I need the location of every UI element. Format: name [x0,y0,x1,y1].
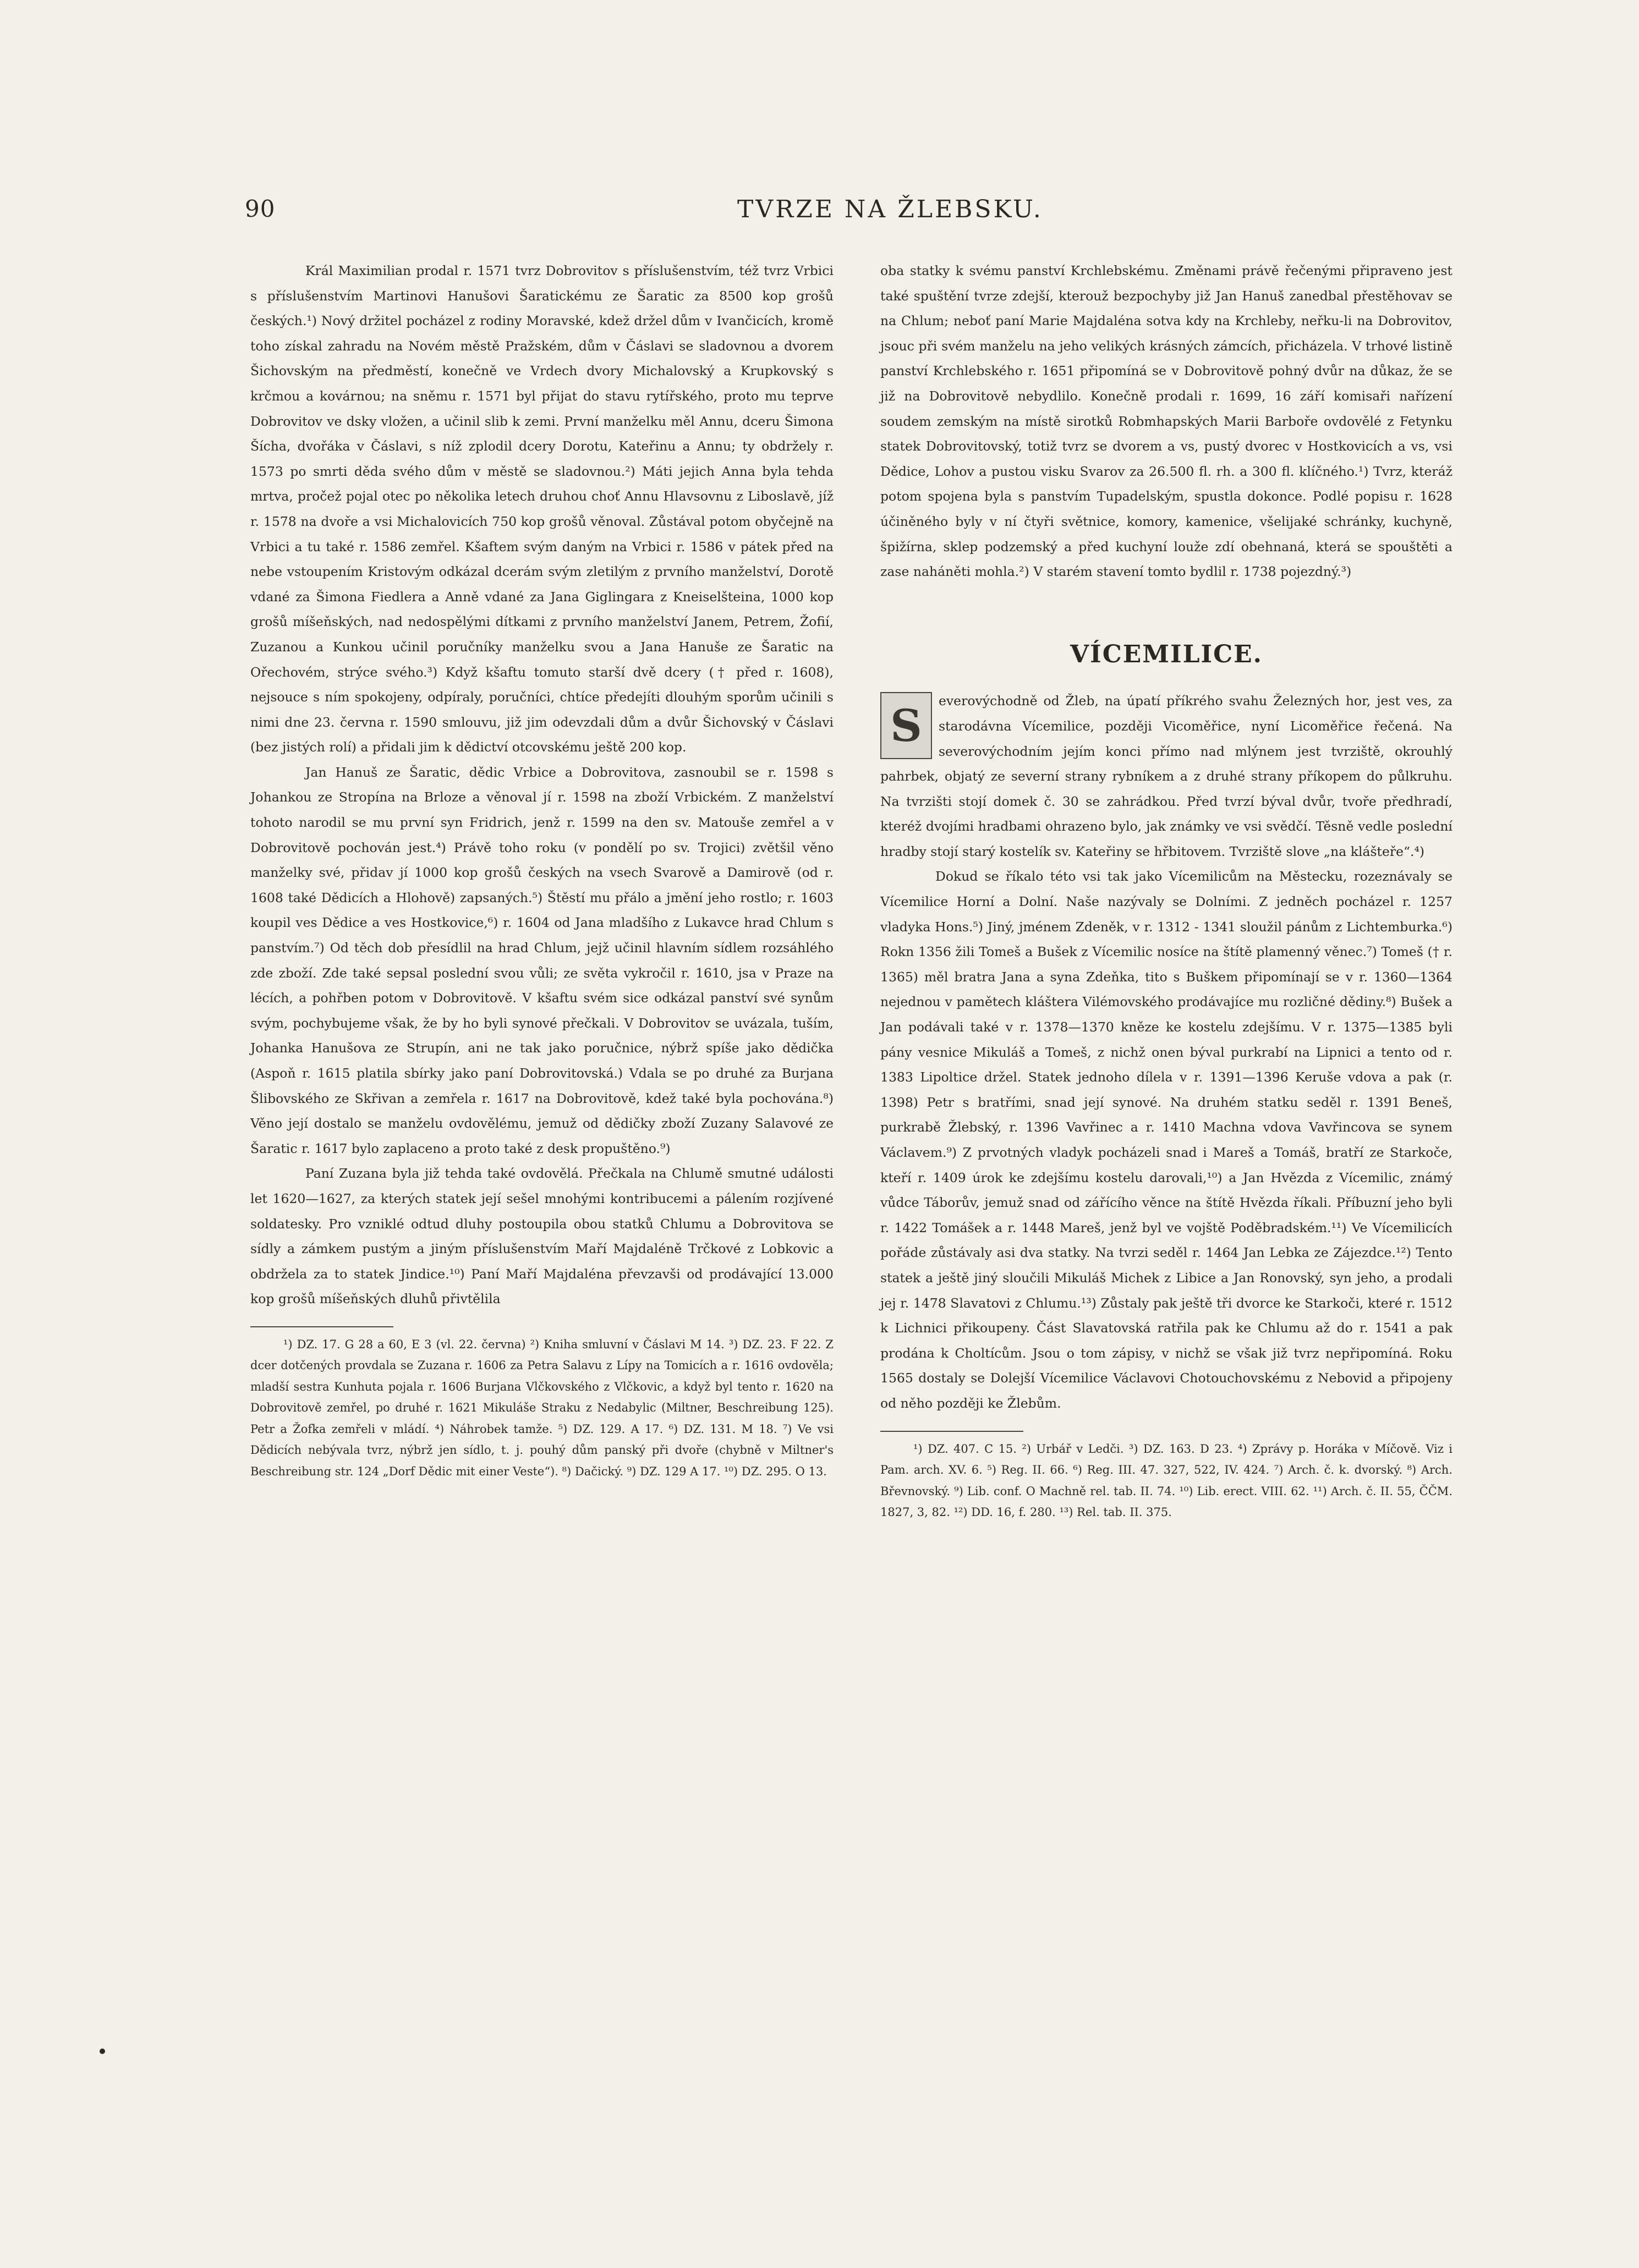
paragraph: oba statky k svému panství Krchlebskému. Změnami právě řečenými připraveno jest také spuštění tvrze zdejší, kterouž bezpochyby již Jan Hanuš zanedbal přestěhovav se na Chlum; neboť paní Marie Majdaléna sotva kdy na Krchleby, neřku-li na Dobrovitov, jsouc při svém manželu na jeho velikých krásných zámcích, přicházela. V trhové listině panství Krchlebského r. 1651 připomíná se v Dobrovitově pohný dvůr na důkaz, že se již na Dobrovitově nebydlilo. Konečně prodali r. 1699, 16 září komisaři nařízení soudem zemským na místě sirotků Robmhapských Marii Barboře ovdovělé z Fetynku statek Dobrovitovský, totiž tvrz se dvorem a vs, pustý dvorec v Hostkovicích a vs, vsi Dědice, Lohov a pustou visku Svarov za 26.500 fl. rh. a 300 fl. klíčného.¹) Tvrz, kteráž potom spojena byla s panstvím Tupadelským, spustla dokonce. Podlé popisu r. 1628 účiněného byly v ní čtyři světnice, komory, kamenice, všelijaké schránky, kuchyně, špižírna, sklep podzemský a před kuchyní louže zdí obehnaná, která se spouštěti a zase naháněti mohla.²) V starém stavení tomto bydlil r. 1738 pojezdný.³) [880,263,1452,580]
paragraph: Dokud se říkalo této vsi tak jako Vícemilicům na Městecku, rozeznávaly se Vícemilice Horní a Dolní. Naše nazývaly se Dolními. Z jedněch pocházel r. 1257 vladyka Hons.⁵) Jiný, jménem Zdeněk, v r. 1312 - 1341 sloužil pánům z Lichtemburka.⁶) Rokn 1356 žili Tomeš a Bušek z Vícemilic nosíce na štítě plamenný věnec.⁷) Tomeš († r. 1365) měl bratra Jana a syna Zdeňka, tito s Buškem připomínají se v r. 1360—1364 nejednou v pamětech kláštera Vilémovského prodávajíce mu rozličné dědiny.⁸) Bušek a Jan podávali také v r. 1378—1370 kněze ke kostelu zdejšímu. V r. 1375—1385 byli pány vesnice Mikuláš a Tomeš, z nichž onen býval purkrabí na Lipnici a tento od r. 1383 Lipoltice držel. Statek jednoho dílela v r. 1391—1396 Keruše vdova a pak (r. 1398) Petr s bratřími, snad její synové. Na druhém statku seděl r. 1391 Beneš, purkrabě Žlebský, r. 1396 Vavřinec a r. 1410 Machna vdova Vavřincova se synem Václavem.⁹) Z prvotných vladyk pocházeli snad i Mareš a Tomáš, bratří ze Starkoče, kteří r. 1409 úrok ke zdejšímu kostelu darovali,¹⁰) a Jan Hvězda z Vícemilic, známý vůdce Táborův, jemuž snad od zářícího věnce na štítě Hvězda říkali. Příbuzní jeho byli r. 1422 Tomášek a r. 1448 Mareš, jenž byl ve vojště Poděbradském.¹¹) Ve Vícemilicích pořáde zůstávaly asi dva statky. Na tvrzi seděl r. 1464 Jan Lebka ze Zájezdce.¹²) Tento statek a ještě jiný sloučili Mikuláš Michek z Libice a Jan Ronovský, syn jeho, a prodali jej r. 1478 Slavatovi z Chlumu.¹³) Zůstaly pak ještě tři dvorce ke Starkoči, které r. 1512 k Lichnici přikoupeny. Část Slavatovská ratřila pak ke Chlumu až do r. 1541 a pak prodána k Choltícům. Jsou o tom zápisy, v nichž se však již tvrz nepřipomíná. Roku 1565 dostaly se Dolejší Vícemilice Václavovi Chotouchovskému z Nebovid a připojeny od něho později ke Žlebům. [880,869,1452,1411]
section-title: VÍCEMILICE. [1070,640,1263,668]
footnote-divider [250,1326,393,1327]
paragraph: Král Maximilian prodal r. 1571 tvrz Dobrovitov s příslušenstvím, též tvrz Vrbici s příslušenstvím Martinovi Hanušovi Šaratickému ze Šaratic za 8500 kop grošů českých.¹) Nový držitel pocházel z rodiny Moravské, kdež držel dům v Ivančicích, kromě toho získal zahradu na Novém městě Pražském, dům v Čáslavi se sladovnou a dvorem Šichovským na předměstí, konečně ve Vrdech dvory Michalovský a Krupkovský s krčmou a kovárnou; na sněmu r. 1571 byl přijat do stavu rytířského, proto mu teprve Dobrovitov ve dsky vložen, a učinil slib k zemi. První manželku měl Annu, dceru Šimona Šícha, dvořáka v Čáslavi, s níž zplodil dcery Dorotu, Kateřinu a Annu; ty obdržely r. 1573 po smrti děda svého dům v městě se sladovnou.²) Máti jejich Anna byla tehda mrtva, pročež pojal otec po několika letech druhou choť Annu Hlavsovnu z Liboslavě, jíž r. 1578 na dvoře a vsi Michalovicích 750 kop grošů věnoval. Zůstával potom obyčejně na Vrbici a tu také r. 1586 zemřel. Kšaftem svým daným na Vrbici r. 1586 v pátek před na nebe vstoupením Kristovým odkázal dcerám svým zletilým z prvního manželství, Dorotě vdané za Šimona Fiedlera a Anně vdané za Jana Giglingara z Kneiselšteina, 1000 kop grošů míšeňských, nad nedospělými dítkami z prvního manželství Janem, Petrem, Žofií, Zuzanou a Kunkou učinil poručníky manželku svou a Jana Hanuše ze Šaratic na Ořechovém, strýce svého.³) Když kšaftu tomuto starší dvě dcery († před r. 1608), nejsouce s ním spokojeny, odpíraly, poručníci, chtíce předejíti dlouhým sporům učinili s nimi dne 23. června r. 1590 smlouvu, již jim odevzdali dům a dvůr Šichovský v Čáslavi (bez jistých rolí) a přidali jim k dědictví otcovskému ještě 200 kop. [250,263,834,755]
paragraph: Paní Zuzana byla již tehda také ovdovělá. Přečkala na Chlumě smutné události let 1620—1627, za kterých statek její sešel mnohými kontribucemi a pálením rozjívené soldatesky. Pro vzniklé odtud dluhy postoupila obou statků Chlumu a Dobrovitova se sídly a zámkem pustým a jiným příslušenstvím Maří Majdaléně Trčkové z Lobkovic a obdržela za to statek Jindice.¹⁰) Paní Maří Majdaléna převzavši od prodávající 13.000 kop grošů míšeňských dluhů přivtělila [250,1166,834,1307]
footnotes-right [880,1438,1452,1523]
paragraph: Jan Hanuš ze Šaratic, dědic Vrbice a Dobrovitova, zasnoubil se r. 1598 s Johankou ze Stropína na Brloze a věnoval jí r. 1598 na zboží Vrbickém. Z manželství tohoto narodil se mu první syn Fridrich, jenž r. 1599 na den sv. Matouše zemřel a v Dobrovitově pochován jest.⁴) Právě toho roku (v pondělí po sv. Trojici) zvětšil věno manželky své, přidav jí 1000 kop grošů českých na vsech Svarově a Damirově (od r. 1608 také Dědicích a Hlohově) zapsaných.⁵) Štěstí mu přálo a jmění jeho rostlo; r. 1603 koupil ves Dědice a ves Hostkovice,⁶) r. 1604 od Jana mladšího z Lukavce hrad Chlum s panstvím.⁷) Od těch dob přesídlil na hrad Chlum, jejž učinil hlavním sídlem rozsáhlého zde zboží. Zde také sepsal poslední svou vůli; ze světa vykročil r. 1610, jsa v Praze na lécích, a pohřben potom v Dobrovitově. V kšaftu svém sice odkázal panství své synům svým, pochybujeme však, že by ho byli synové přečkali. V Dobrovitov se uvázala, tuším, Johanka Hanušova ze Strupín, ani ne tak jako poručnice, nýbrž spíše jako dědička (Aspoň r. 1615 platila sbírky jako paní Dobrovitovská.) Vdala se po druhé za Burjana Šlibovského ze Skřivan a zemřela r. 1617 na Dobrovitově, kdež také byla pochována.⁸) Věno její dostalo se manželu ovdovělému, jemuž od dědičky zboží Zuzany Salavové ze Šaratic r. 1617 bylo zaplaceno a proto také z desk propuštěno.⁹) [250,764,834,1156]
right-column [880,259,1452,1523]
footnotes-left [250,1334,834,1482]
footnote-text: ¹) DZ. 17. G 28 a 60, E 3 (vl. 22. června) ²) Kniha smluvní v Čáslavi M 14. ³) DZ. 23. F 22. Z dcer dotčených provdala se Zuzana r. 1606 za Petra Salavu z Lípy na Tomicích a r. 1616 ovdověla; mladší sestra Kunhuta pojala r. 1606 Burjana Vlčkovského z Vlčkovic, a když byl tento r. 1620 na Dobrovitově zemřel, po druhé r. 1621 Mikuláše Straku z Nedabylic (Miltner, Beschreibung 125). Petr a Žofka zemřeli v mládí. ⁴) Náhrobek tamže. ⁵) DZ. 129. A 17. ⁶) DZ. 131. M 18. ⁷) Ve vsi Dědicích nebývala tvrz, nýbrž jen sídlo, t. j. pouhý dům panský při dvoře (chybně v Miltner's Beschreibung str. 124 „Dorf Dědic mit einer Veste“). ⁸) Dačický. ⁹) DZ. 129 A 17. ¹⁰) DZ. 295. O 13. [250,1337,834,1478]
footnote-divider [880,1431,1023,1432]
page-number: 90 [245,195,276,222]
footnote-text: ¹) DZ. 407. C 15. ²) Urbář v Ledči. ³) DZ. 163. D 23. ⁴) Zprávy p. Horáka v Míčově. Viz i Pam. arch. XV. 6. ⁵) Reg. II. 66. ⁶) Reg. III. 47. 327, 522, IV. 424. ⁷) Arch. č. k. dvorský. ⁸) Arch. Břevnovský. ⁹) Lib. conf. O Machně rel. tab. II. 74. ¹⁰) Lib. erect. VIII. 62. ¹¹) Arch. č. II. 55, ČČM. 1827, 3, 82. ¹²) DD. 16, f. 280. ¹³) Rel. tab. II. 375. [880,1442,1452,1519]
running-title: TVRZE NA ŽLEBSKU. [737,195,1043,223]
paragraph: everovýchodně od Žleb, na úpatí příkrého svahu Železných hor, jest ves, za starodávna Vícemilice, později Vicoměřice, nyní Licoměřice řečená. Na severovýchodním jejím konci přímo nad mlýnem jest tvrziště, okrouhlý pahrbek, objatý ze severní strany rybníkem a z druhé strany příkopem do půlkruhu. Na tvrzišti stojí domek č. 30 se zahrádkou. Před tvrzí býval dvůr, tvoře předhradí, kteréž dvojími hradbami ohrazeno bylo, jak známky ve vsi svědčí. Těsně vedle poslední hradby stojí starý kostelík sv. Kateřiny se hřbitovem. Tvrziště slove „na klášteře“.⁴) [880,693,1452,859]
margin-dot [100,2049,105,2054]
drop-cap: S [880,692,932,759]
left-column [250,259,834,1482]
